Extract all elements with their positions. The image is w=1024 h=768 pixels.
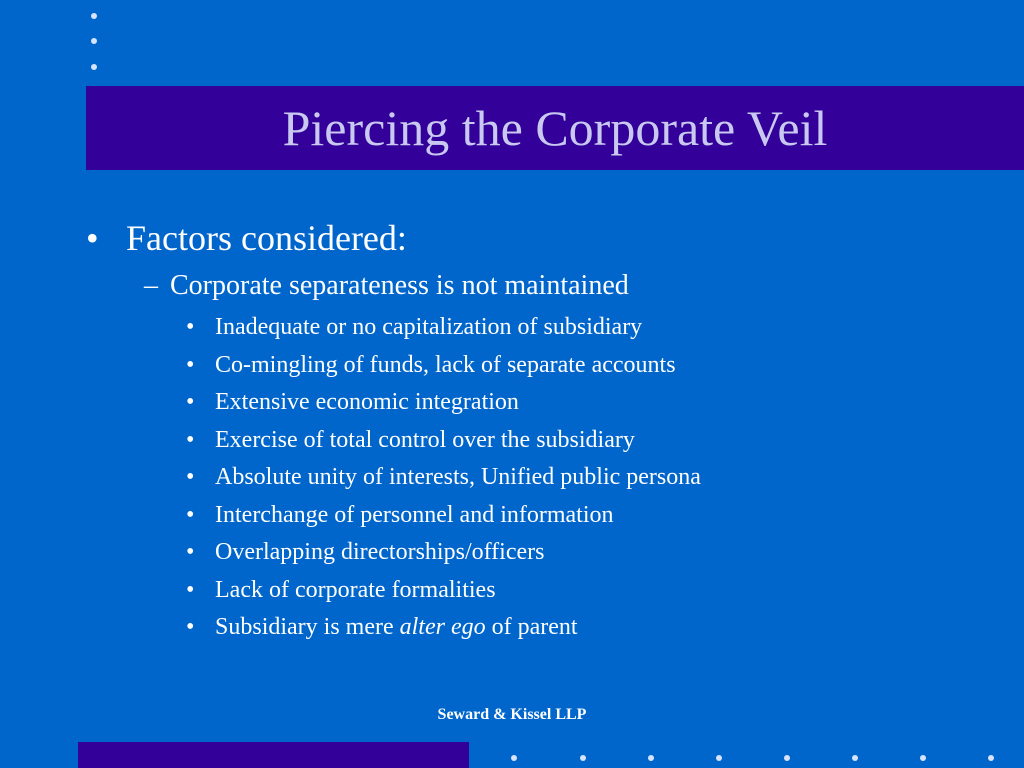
sub-bullet-text-emphasis: alter ego [399,614,486,640]
sub-bullet-text-main: Exercise of total control over the subsidiary [215,426,635,453]
dash-marker: – [144,270,158,301]
title-band [86,86,1024,170]
bullet-marker: • [186,501,195,528]
decor-dot [784,755,790,761]
decor-dot [716,755,722,761]
decor-dot [91,64,97,70]
sub-bullet-text [215,388,519,416]
decor-dot [580,755,586,761]
bullet-level1-text: Factors considered: [126,218,407,258]
decor-dot [920,755,926,761]
sub-bullet-text-main: Lack of corporate formalities [215,576,496,603]
sub-bullet-text [215,576,496,604]
decor-dot [648,755,654,761]
bullet-marker: • [186,614,195,640]
bullet-marker: • [186,576,195,603]
slide-title: Piercing the Corporate Veil [282,100,828,156]
bullet-level2-text: Corporate separateness is not maintained [170,270,629,301]
bullet-marker: • [186,351,195,378]
sub-bullet-text [215,613,578,641]
sub-bullet-text [215,351,676,379]
sub-bullet-text [215,538,544,566]
sub-bullet-text [215,313,642,341]
decor-dot [91,13,97,19]
sub-bullet-text-main: Co-mingling of funds, lack of separate accounts [215,351,676,378]
decor-dot [511,755,517,761]
bullet-marker: • [86,218,99,258]
sub-bullet-text [215,426,635,454]
sub-bullet-text [215,463,701,491]
bottom-band [78,742,469,768]
sub-bullet-text-main: Absolute unity of interests, Unified public persona [215,464,701,490]
bullet-marker: • [186,426,195,453]
footer-text: Seward & Kissel LLP [437,706,587,723]
sub-bullet-text-main: Interchange of personnel and information [215,501,614,528]
bullet-marker: • [186,389,195,415]
sub-bullet-text [215,501,614,529]
sub-bullet-text-main: Subsidiary is mere [215,614,400,640]
bullet-marker: • [186,314,195,340]
decor-dot [852,755,858,761]
sub-bullet-text-main: Extensive economic integration [215,389,519,415]
sub-bullet-text-main: Overlapping directorships/officers [215,539,545,565]
sub-bullet-text-main: Inadequate or no capitalization of subsidiary [215,314,643,340]
decor-dot [988,755,994,761]
bullet-marker: • [186,539,195,565]
bullet-marker: • [186,464,195,490]
sub-bullet-text-tail: of parent [485,614,578,640]
decor-dot [91,38,97,44]
